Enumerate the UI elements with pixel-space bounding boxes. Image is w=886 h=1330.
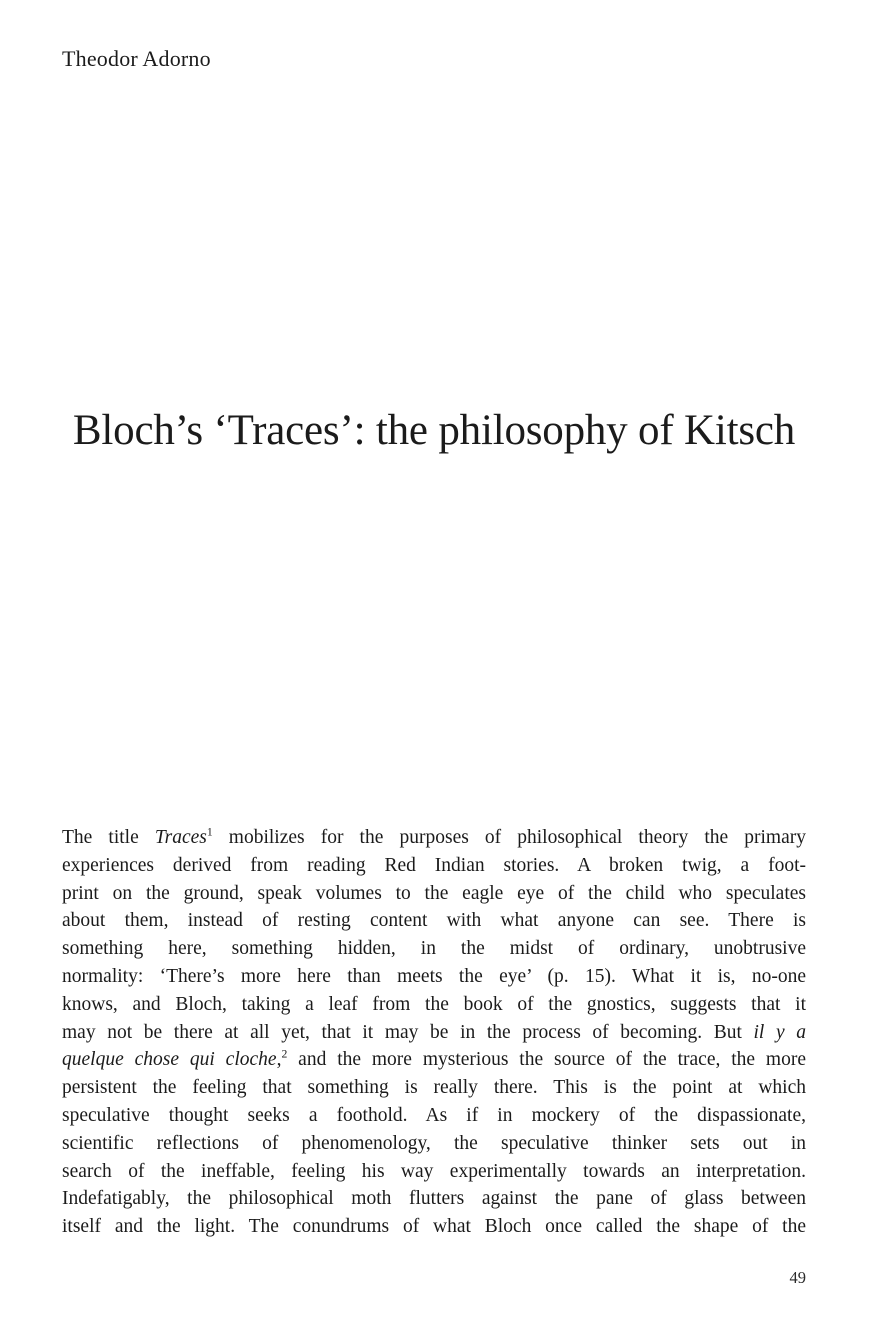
- text-segment: persistent the feeling that something is really there. This is the point at which: [62, 1077, 806, 1099]
- text-segment: itself and the light. The conundrums of what Bloch once called the shape of the: [62, 1216, 806, 1238]
- text-line: [62, 1185, 806, 1213]
- page-title: Bloch’s ‘Traces’: the philosophy of Kitsch: [72, 407, 796, 454]
- text-line: [62, 1074, 806, 1102]
- author-name: Theodor Adorno: [62, 46, 211, 71]
- text-line: [62, 1213, 806, 1241]
- text-line: [62, 824, 806, 852]
- text-segment: may not be there at all yet, that it may be in the process of becoming. But: [62, 1021, 754, 1043]
- text-segment: Traces: [154, 827, 207, 848]
- page-number: 49: [789, 1268, 806, 1287]
- text-segment: ,: [276, 1049, 282, 1071]
- text-segment: about them, instead of resting content with what anyone can see. There is: [62, 910, 806, 932]
- text-segment: speculative thought seeks a foothold. As if in mockery of the dispassionate,: [62, 1104, 806, 1126]
- footnote-reference: 1: [206, 825, 213, 839]
- text-segment: quelque chose qui cloche: [62, 1049, 277, 1071]
- text-segment: print on the ground, speak volumes to the eagle eye of the child who speculates: [62, 882, 806, 904]
- text-segment: and the more mysterious the source of the trace, the more: [287, 1049, 806, 1071]
- text-segment: knows, and Bloch, taking a leaf from the book of the gnostics, suggests that it: [62, 993, 806, 1015]
- text-segment: experiences derived from reading Red Indian stories. A broken twig, a foot-: [62, 854, 806, 876]
- text-segment: The title: [62, 827, 155, 848]
- text-line: [62, 880, 806, 908]
- text-segment: something here, something hidden, in the midst of ordinary, unobtrusive: [62, 938, 806, 960]
- text-segment: Indefatigably, the philosophical moth flutters against the pane of glass between: [62, 1188, 806, 1210]
- text-segment: search of the ineffable, feeling his way experimentally towards an interpretation.: [62, 1160, 806, 1182]
- text-line: [62, 852, 806, 880]
- body-paragraph: [62, 824, 806, 1241]
- text-line: [62, 991, 806, 1019]
- text-line: [62, 1158, 806, 1186]
- text-line: [62, 1130, 806, 1158]
- text-line: [62, 1046, 806, 1074]
- text-line: [62, 935, 806, 963]
- text-line: [62, 907, 806, 935]
- footnote-reference: 2: [281, 1047, 288, 1061]
- text-segment: mobilizes for the purposes of philosophical theory the primary: [212, 827, 806, 848]
- text-line: [62, 1102, 806, 1130]
- text-line: [62, 1019, 806, 1047]
- text-segment: il y a: [753, 1021, 806, 1043]
- text-segment: normality: ‘There’s more here than meets the eye’ (p. 15). What it is, no-one: [62, 965, 806, 987]
- text-segment: scientific reflections of phenomenology, the speculative thinker sets out in: [62, 1132, 806, 1154]
- text-line: [62, 963, 806, 991]
